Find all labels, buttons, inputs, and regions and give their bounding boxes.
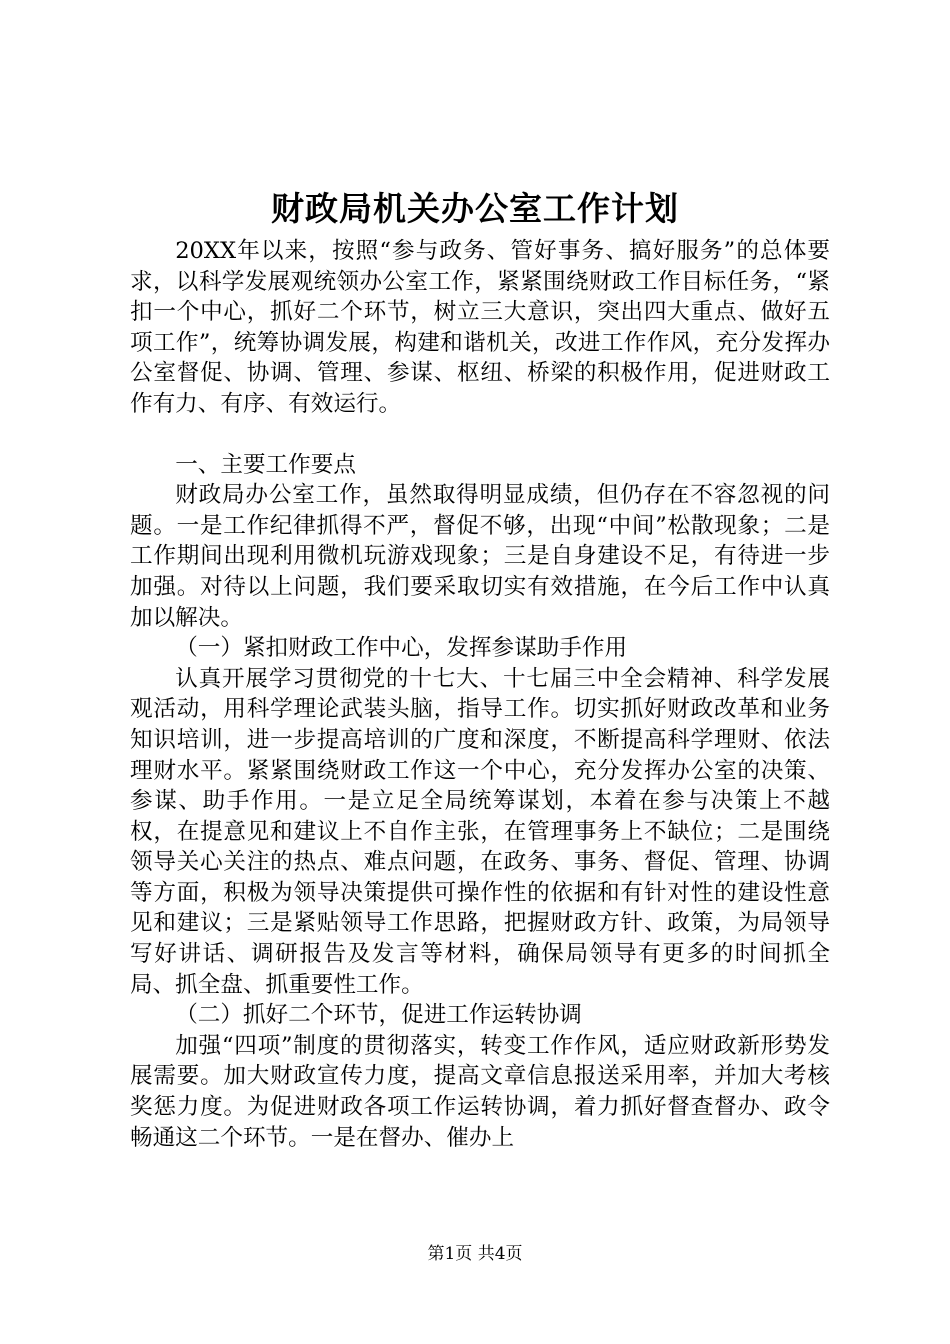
problems-paragraph: 财政局办公室工作，虽然取得明显成绩，但仍存在不容忽视的问题。一是工作纪律抓得不严，督促不够，出现“中间”松散现象；二是工作期间出现利用微机玩游戏现象；三是自身建设不足，有待进一步加强。对待以上问题，我们要采取切实有效措施，在今后工作中认真加以解决。	[130, 482, 830, 631]
intro-paragraph: 20XX年以来，按照“参与政务、管好事务、搞好服务”的总体要求，以科学发展观统领办公室工作，紧紧围绕财政工作目标任务，“紧扣一个中心，抓好二个环节，树立三大意识，突出四大重点、做好五项工作”，统筹协调发展，构建和谐机关，改进工作作风，充分发挥办公室督促、协调、管理、参谋、枢纽、桥梁的积极作用，促进财政工作有力、有序、有效运行。	[130, 238, 830, 417]
document-body	[130, 236, 830, 1153]
page-footer: 第1页 共4页	[427, 1244, 523, 1264]
subheading-two: （二）抓好二个环节，促进工作运转协调	[175, 1002, 582, 1029]
section-heading-main-points: 一、主要工作要点	[175, 451, 356, 478]
subsection-one-paragraph: 认真开展学习贯彻党的十七大、十七届三中全会精神、科学发展观活动，用科学理论武装头脑，指导工作。切实抓好财政改革和业务知识培训，进一步提高培训的广度和深度，不断提高科学理财、依法理财水平。紧紧围绕财政工作这一个中心，充分发挥办公室的决策、参谋、助手作用。一是立足全局统筹谋划，本着在参与决策上不越权，在提意见和建议上不自作主张，在管理事务上不缺位；二是围绕领导关心关注的热点、难点问题，在政务、事务、督促、管理、协调等方面，积极为领导决策提供可操作性的依据和有针对性的建设性意见和建议；三是紧贴领导工作思路，把握财政方针、政策，为局领导写好讲话、调研报告及发言等材料，确保局领导有更多的时间抓全局、抓全盘、抓重要性工作。	[130, 665, 830, 998]
document-title: 财政局机关办公室工作计划	[271, 189, 679, 228]
subsection-two-paragraph: 加强“四项”制度的贯彻落实，转变工作作风，适应财政新形势发展需要。加大财政宣传力度，提高文章信息报送采用率，并加大考核奖惩力度。为促进财政各项工作运转协调，着力抓好督查督办、政令畅通这二个环节。一是在督办、催办上	[130, 1032, 830, 1151]
subheading-one: （一）紧扣财政工作中心，发挥参谋助手作用	[175, 635, 628, 662]
